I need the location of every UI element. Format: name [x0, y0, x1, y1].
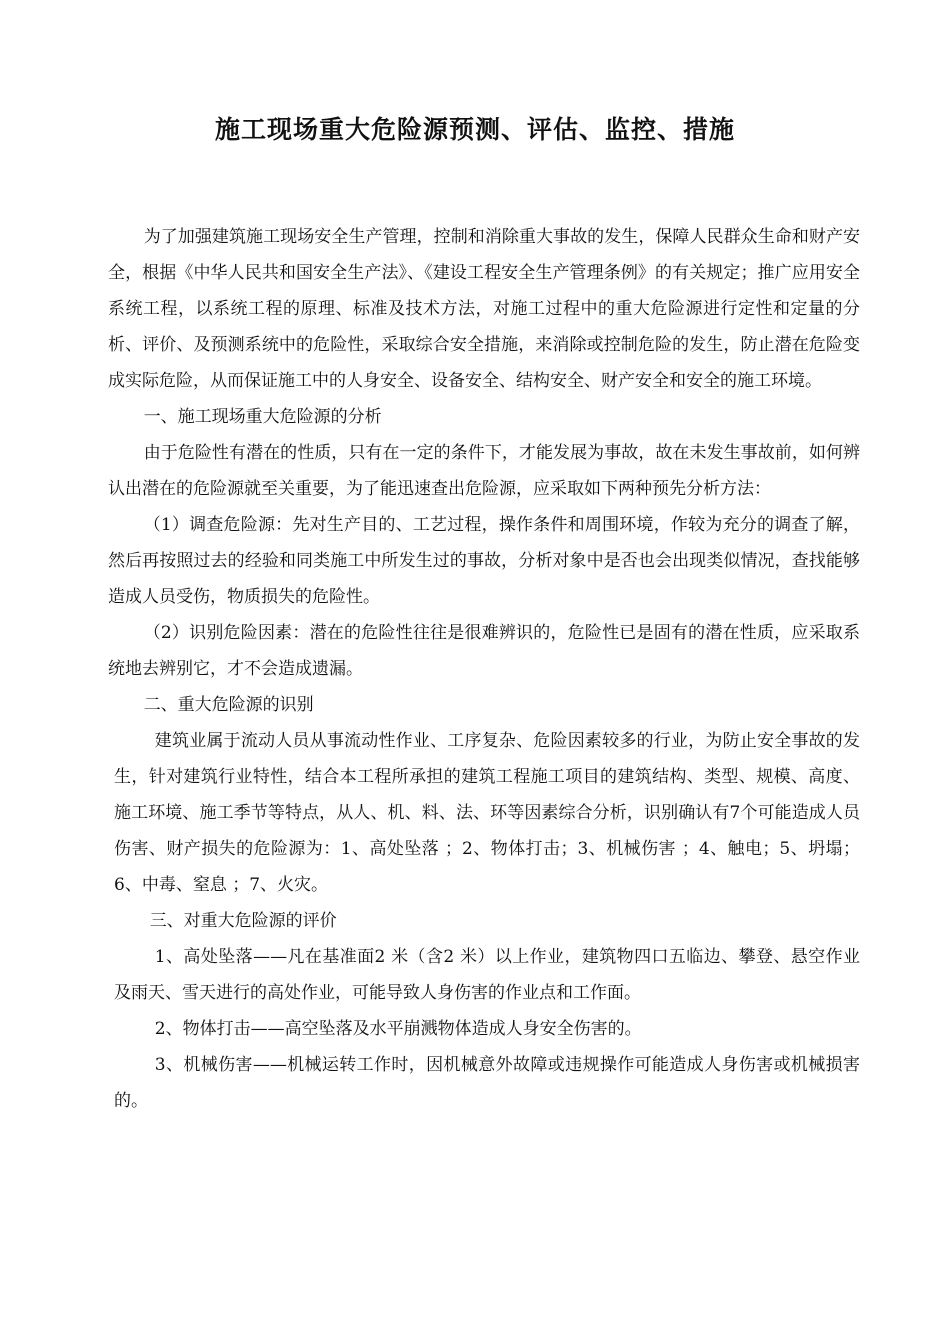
section-heading-3: 三、对重大危险源的评价	[149, 911, 337, 931]
identification-paragraph: 建筑业属于流动人员从事流动性作业、工序复杂、危险因素较多的行业，为防止安全事故的发生，针对建筑行业特性，结合本工程所承担的建筑工程施工项目的建筑结构、类型、规模、高度、施工环境、施工季节等特点，从人、机、料、法、环等因素综合分析，识别确认有7个可能造成人员伤害、财产损失的危险源为：1、高处坠落 ；2、物体打击；3、机械伤害 ；4、触电；5、坍塌； 6、中毒、窒息 ；7、火灾。	[114, 731, 860, 895]
section-heading-1: 一、施工现场重大危险源的分析	[143, 407, 382, 427]
analysis-paragraph: 由于危险性有潜在的性质，只有在一定的条件下，才能发展为事故，故在未发生事故前，如何辨认出潜在的危险源就至关重要，为了能迅速查出危险源，应采取如下两种预先分析方法：	[108, 443, 860, 499]
evaluation-item-2: 2、物体打击——高空坠落及水平崩溅物体造成人身安全伤害的。	[154, 1019, 642, 1039]
evaluation-item-1: 1、高处坠落——凡在基准面2 米（含2 米）以上作业，建筑物四口五临边、攀登、悬空作业及雨天、雪天进行的高处作业，可能导致人身伤害的作业点和工作面。	[114, 947, 860, 1003]
document-title: 施工现场重大危险源预测、评估、监控、措施	[214, 115, 735, 144]
evaluation-item-3: 3、机械伤害——机械运转工作时，因机械意外故障或违规操作可能造成人身伤害或机械损害的。	[114, 1055, 860, 1111]
section-heading-2: 二、重大危险源的识别	[143, 695, 314, 715]
intro-paragraph: 为了加强建筑施工现场安全生产管理，控制和消除重大事故的发生，保障人民群众生命和财产安全，根据《中华人民共和国安全生产法》、《建设工程安全生产管理条例》的有关规定；推广应用安全系统工程，以系统工程的原理、标准及技术方法，对施工过程中的重大危险源进行定性和定量的分析、评价、及预测系统中的危险性，采取综合安全措施，来消除或控制危险的发生，防止潜在危险变成实际危险，从而保证施工中的人身安全、设备安全、结构安全、财产安全和安全的施工环境。	[108, 227, 860, 391]
method-2-paragraph: （2）识别危险因素：潜在的危险性往往是很难辨识的，危险性已是固有的潜在性质，应采取系统地去辨别它，才不会造成遗漏。	[108, 623, 860, 679]
method-1-paragraph: （1）调查危险源：先对生产目的、工艺过程，操作条件和周围环境，作较为充分的调查了解，然后再按照过去的经验和同类施工中所发生过的事故，分析对象中是否也会出现类似情况，查找能够造成人员受伤，物质损失的危险性。	[108, 515, 860, 607]
document-body	[108, 219, 860, 1119]
